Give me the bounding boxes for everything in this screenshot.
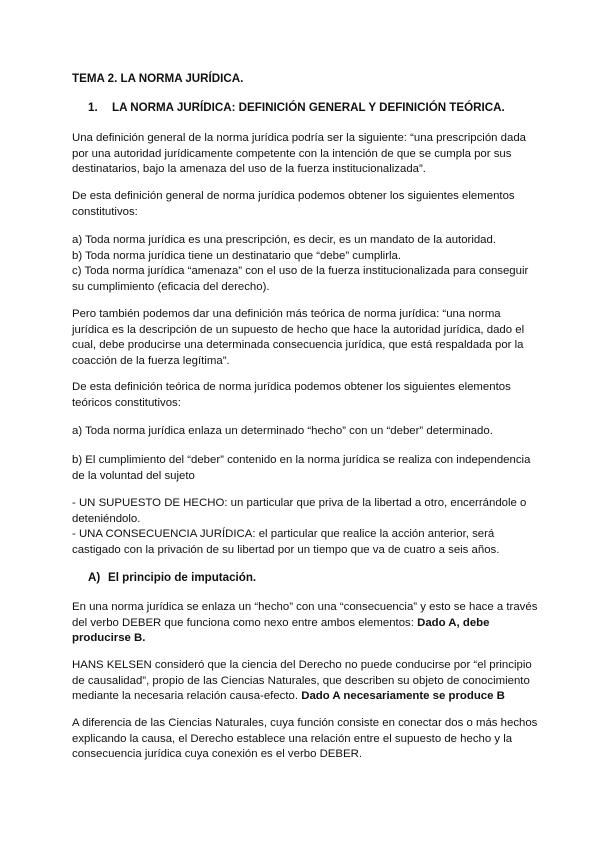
section-a-title: El principio de imputación. bbox=[108, 571, 257, 584]
paragraph-theoretical-elements-intro bbox=[72, 380, 522, 411]
section-1-heading bbox=[88, 101, 505, 114]
text-run: mediante la necesaria relación causa-efecto. bbox=[72, 690, 302, 703]
text-line: de causalidad”, propio de las Ciencias Naturales, que describen su objeto de conocimiento bbox=[72, 674, 530, 687]
paragraph-element-b bbox=[72, 453, 531, 484]
text-line bbox=[72, 631, 522, 647]
text-line: de la voluntad del sujeto bbox=[72, 469, 195, 482]
text-line: De esta definición general de norma jurídica podemos obtener los siguientes elementos bbox=[72, 190, 515, 202]
text-line: por una autoridad jurídicamente competente con la intención de que se cumpla por sus bbox=[72, 147, 512, 160]
text-line: En una norma jurídica se enlaza un “hecho” con una “consecuencia” y esto se hace a través bbox=[72, 601, 538, 613]
text-line: A diferencia de las Ciencias Naturales, cuya función consiste en conectar dos o más hechos bbox=[72, 717, 538, 729]
section-a-heading bbox=[88, 571, 256, 584]
text-line bbox=[72, 689, 522, 705]
list-item: b) Toda norma jurídica tiene un destinatario que “debe” cumplirla. bbox=[72, 249, 402, 262]
text-line: constitutivos: bbox=[72, 205, 138, 218]
text-line: deteniéndolo. bbox=[72, 512, 141, 525]
text-line: explicando la causa, el Derecho establece una relación entre el supuesto de hecho y la bbox=[72, 732, 513, 745]
text-line: - UN SUPUESTO DE HECHO: un particular que priva de la libertad a otro, encerrándole o bbox=[72, 497, 527, 509]
text-line: castigado con la privación de su libertad por un tiempo que va de cuatro a seis años. bbox=[72, 543, 500, 556]
section-1-number: 1. bbox=[88, 101, 98, 114]
text-line: teóricos constitutivos: bbox=[72, 396, 181, 409]
text-line bbox=[72, 616, 522, 632]
list-general-elements bbox=[72, 233, 529, 295]
paragraph-general-definition bbox=[72, 131, 526, 178]
text-line: Pero también podemos dar una definición más teórica de norma jurídica: “una norma bbox=[72, 308, 501, 320]
list-item: su cumplimiento (eficacia del derecho). bbox=[72, 280, 270, 293]
bold-formula: Dado A, debe bbox=[417, 616, 490, 629]
section-1-title: LA NORMA JURÍDICA: DEFINICIÓN GENERAL Y DEFINICIÓN TEÓRICA. bbox=[112, 101, 505, 114]
list-item: a) Toda norma jurídica es una prescripción, es decir, es un mandato de la autoridad. bbox=[72, 234, 497, 246]
text-line: Una definición general de la norma jurídica podría ser la siguiente: “una prescripción dada bbox=[72, 132, 526, 144]
text-line: coacción de la fuerza legítima”. bbox=[72, 354, 230, 367]
list-item: c) Toda norma jurídica “amenaza” con el uso de la fuerza institucionalizada para conseguir bbox=[72, 265, 529, 278]
text-line: - UNA CONSECUENCIA JURÍDICA: el particular que realice la acción anterior, será bbox=[72, 528, 495, 541]
paragraph-example bbox=[72, 496, 527, 558]
paragraph-natural-sciences bbox=[72, 716, 538, 763]
text-line: HANS KELSEN consideró que la ciencia del Derecho no puede conducirse por “el principio bbox=[72, 659, 532, 671]
paragraph-general-elements-intro bbox=[72, 189, 522, 220]
text-line: b) El cumplimiento del “deber” contenido en la norma jurídica se realiza con independencia bbox=[72, 454, 531, 466]
paragraph-kelsen bbox=[72, 658, 532, 705]
text-line: De esta definición teórica de norma jurídica podemos obtener los siguientes elementos bbox=[72, 381, 511, 393]
paragraph-imputation bbox=[72, 600, 538, 647]
section-a-number: A) bbox=[88, 571, 101, 584]
text-line: cual, debe producirse una determinada consecuencia jurídica, que está respaldada por la bbox=[72, 339, 524, 352]
text-line: destinatarios, bajo la amenaza del uso de la fuerza institucionalizada”. bbox=[72, 163, 426, 176]
bold-formula: Dado A necesariamente se produce B bbox=[301, 690, 505, 703]
doc-title: TEMA 2. LA NORMA JURÍDICA. bbox=[72, 72, 244, 85]
text-line: consecuencia jurídica cuya conexión es el verbo DEBER. bbox=[72, 748, 362, 761]
text-line: jurídica es la descripción de un supuesto de hecho que hace la autoridad jurídica, dado el bbox=[72, 323, 525, 336]
bold-formula: producirse B. bbox=[72, 632, 146, 645]
paragraph-theoretical-definition bbox=[72, 307, 525, 369]
text-run: del verbo DEBER que funciona como nexo entre ambos elementos: bbox=[72, 616, 418, 629]
text-line: a) Toda norma jurídica enlaza un determinado “hecho” con un “deber” determinado. bbox=[72, 425, 493, 437]
paragraph-element-a bbox=[72, 424, 522, 440]
